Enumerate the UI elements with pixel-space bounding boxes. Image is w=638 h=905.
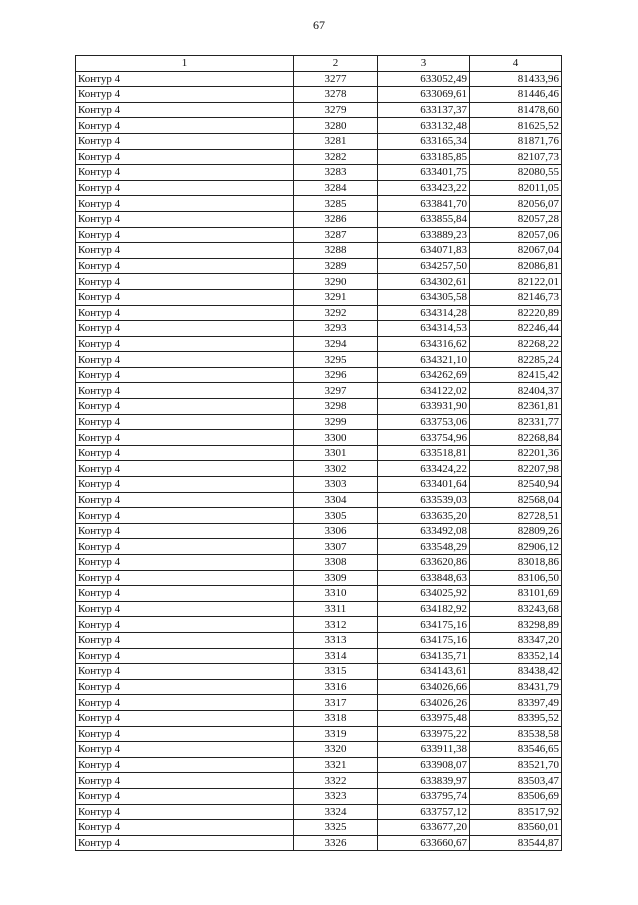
contour-name-cell: Контур 4: [76, 196, 294, 212]
y-coordinate-cell: 83503,47: [470, 773, 562, 789]
table-row: [76, 523, 562, 539]
y-coordinate-cell: 82331,77: [470, 414, 562, 430]
contour-name-cell: Контур 4: [76, 87, 294, 103]
x-coordinate-cell: 634025,92: [378, 586, 470, 602]
table-row: [76, 305, 562, 321]
point-number-cell: 3300: [294, 430, 378, 446]
y-coordinate-cell: 81625,52: [470, 118, 562, 134]
contour-name-cell: Контур 4: [76, 586, 294, 602]
table-row: [76, 149, 562, 165]
contour-name-cell: Контур 4: [76, 227, 294, 243]
x-coordinate-cell: 633848,63: [378, 570, 470, 586]
y-coordinate-cell: 83106,50: [470, 570, 562, 586]
y-coordinate-cell: 82361,81: [470, 399, 562, 415]
point-number-cell: 3296: [294, 367, 378, 383]
contour-name-cell: Контур 4: [76, 757, 294, 773]
point-number-cell: 3309: [294, 570, 378, 586]
contour-name-cell: Контур 4: [76, 258, 294, 274]
point-number-cell: 3321: [294, 757, 378, 773]
x-coordinate-cell: 634262,69: [378, 367, 470, 383]
x-coordinate-cell: 634071,83: [378, 243, 470, 259]
contour-name-cell: Контур 4: [76, 742, 294, 758]
y-coordinate-cell: 83352,14: [470, 648, 562, 664]
point-number-cell: 3286: [294, 211, 378, 227]
point-number-cell: 3315: [294, 664, 378, 680]
x-coordinate-cell: 634316,62: [378, 336, 470, 352]
x-coordinate-cell: 633889,23: [378, 227, 470, 243]
x-coordinate-cell: 633911,38: [378, 742, 470, 758]
x-coordinate-cell: 633855,84: [378, 211, 470, 227]
y-coordinate-cell: 83544,87: [470, 835, 562, 851]
contour-name-cell: Контур 4: [76, 570, 294, 586]
table-row: [76, 632, 562, 648]
point-number-cell: 3298: [294, 399, 378, 415]
x-coordinate-cell: 634026,66: [378, 679, 470, 695]
contour-name-cell: Контур 4: [76, 601, 294, 617]
contour-name-cell: Контур 4: [76, 835, 294, 851]
table-row: [76, 726, 562, 742]
x-coordinate-cell: 634135,71: [378, 648, 470, 664]
y-coordinate-cell: 82540,94: [470, 477, 562, 493]
contour-name-cell: Контур 4: [76, 430, 294, 446]
table-row: [76, 258, 562, 274]
point-number-cell: 3320: [294, 742, 378, 758]
point-number-cell: 3280: [294, 118, 378, 134]
contour-name-cell: Контур 4: [76, 414, 294, 430]
x-coordinate-cell: 634302,61: [378, 274, 470, 290]
point-number-cell: 3287: [294, 227, 378, 243]
x-coordinate-cell: 633753,06: [378, 414, 470, 430]
table-row: [76, 773, 562, 789]
y-coordinate-cell: 82056,07: [470, 196, 562, 212]
y-coordinate-cell: 81871,76: [470, 133, 562, 149]
y-coordinate-cell: 83517,92: [470, 804, 562, 820]
contour-name-cell: Контур 4: [76, 243, 294, 259]
table-row: [76, 461, 562, 477]
y-coordinate-cell: 83101,69: [470, 586, 562, 602]
point-number-cell: 3325: [294, 820, 378, 836]
contour-name-cell: Контур 4: [76, 555, 294, 571]
table-row: [76, 367, 562, 383]
table-row: [76, 788, 562, 804]
y-coordinate-cell: 83560,01: [470, 820, 562, 836]
table-row: [76, 87, 562, 103]
point-number-cell: 3307: [294, 539, 378, 555]
x-coordinate-cell: 633492,08: [378, 523, 470, 539]
y-coordinate-cell: 82268,22: [470, 336, 562, 352]
y-coordinate-cell: 82246,44: [470, 321, 562, 337]
x-coordinate-cell: 633185,85: [378, 149, 470, 165]
table-row: [76, 539, 562, 555]
x-coordinate-cell: 633620,86: [378, 555, 470, 571]
contour-name-cell: Контур 4: [76, 632, 294, 648]
point-number-cell: 3318: [294, 710, 378, 726]
point-number-cell: 3324: [294, 804, 378, 820]
table-row: [76, 133, 562, 149]
table-row: [76, 508, 562, 524]
y-coordinate-cell: 81478,60: [470, 102, 562, 118]
point-number-cell: 3295: [294, 352, 378, 368]
contour-name-cell: Контур 4: [76, 180, 294, 196]
contour-name-cell: Контур 4: [76, 710, 294, 726]
point-number-cell: 3322: [294, 773, 378, 789]
y-coordinate-cell: 82220,89: [470, 305, 562, 321]
y-coordinate-cell: 82415,42: [470, 367, 562, 383]
x-coordinate-cell: 633841,70: [378, 196, 470, 212]
point-number-cell: 3294: [294, 336, 378, 352]
table-row: [76, 742, 562, 758]
y-coordinate-cell: 82285,24: [470, 352, 562, 368]
point-number-cell: 3299: [294, 414, 378, 430]
contour-name-cell: Контур 4: [76, 695, 294, 711]
y-coordinate-cell: 83347,20: [470, 632, 562, 648]
table-row: [76, 102, 562, 118]
table-row: [76, 180, 562, 196]
table-row: [76, 211, 562, 227]
point-number-cell: 3316: [294, 679, 378, 695]
x-coordinate-cell: 634122,02: [378, 383, 470, 399]
y-coordinate-cell: 82057,28: [470, 211, 562, 227]
table-row: [76, 820, 562, 836]
table-row: [76, 414, 562, 430]
y-coordinate-cell: 82404,37: [470, 383, 562, 399]
point-number-cell: 3301: [294, 445, 378, 461]
contour-name-cell: Контур 4: [76, 648, 294, 664]
contour-name-cell: Контур 4: [76, 492, 294, 508]
point-number-cell: 3291: [294, 289, 378, 305]
y-coordinate-cell: 82146,73: [470, 289, 562, 305]
table-row: [76, 570, 562, 586]
y-coordinate-cell: 82728,51: [470, 508, 562, 524]
table-row: [76, 601, 562, 617]
x-coordinate-cell: 634175,16: [378, 632, 470, 648]
y-coordinate-cell: 83521,70: [470, 757, 562, 773]
point-number-cell: 3281: [294, 133, 378, 149]
x-coordinate-cell: 633132,48: [378, 118, 470, 134]
point-number-cell: 3311: [294, 601, 378, 617]
contour-name-cell: Контур 4: [76, 367, 294, 383]
point-number-cell: 3312: [294, 617, 378, 633]
x-coordinate-cell: 633137,37: [378, 102, 470, 118]
contour-name-cell: Контур 4: [76, 726, 294, 742]
table-row: [76, 617, 562, 633]
point-number-cell: 3323: [294, 788, 378, 804]
table-row: [76, 586, 562, 602]
y-coordinate-cell: 82080,55: [470, 165, 562, 181]
x-coordinate-cell: 633660,67: [378, 835, 470, 851]
point-number-cell: 3292: [294, 305, 378, 321]
x-coordinate-cell: 634026,26: [378, 695, 470, 711]
table-row: [76, 165, 562, 181]
table-row: [76, 399, 562, 415]
x-coordinate-cell: 633677,20: [378, 820, 470, 836]
contour-name-cell: Контур 4: [76, 445, 294, 461]
y-coordinate-cell: 83243,68: [470, 601, 562, 617]
y-coordinate-cell: 83538,58: [470, 726, 562, 742]
point-number-cell: 3279: [294, 102, 378, 118]
table-row: [76, 492, 562, 508]
column-header-2: 2: [294, 56, 378, 72]
y-coordinate-cell: 83438,42: [470, 664, 562, 680]
x-coordinate-cell: 633908,07: [378, 757, 470, 773]
y-coordinate-cell: 81446,46: [470, 87, 562, 103]
x-coordinate-cell: 633975,22: [378, 726, 470, 742]
y-coordinate-cell: 83395,52: [470, 710, 562, 726]
point-number-cell: 3297: [294, 383, 378, 399]
table-row: [76, 804, 562, 820]
point-number-cell: 3284: [294, 180, 378, 196]
contour-name-cell: Контур 4: [76, 508, 294, 524]
y-coordinate-cell: 83506,69: [470, 788, 562, 804]
page-number: 67: [313, 18, 325, 32]
contour-name-cell: Контур 4: [76, 461, 294, 477]
x-coordinate-cell: 634143,61: [378, 664, 470, 680]
y-coordinate-cell: 82067,04: [470, 243, 562, 259]
point-number-cell: 3278: [294, 87, 378, 103]
x-coordinate-cell: 633424,22: [378, 461, 470, 477]
y-coordinate-cell: 82268,84: [470, 430, 562, 446]
contour-name-cell: Контур 4: [76, 773, 294, 789]
table-row: [76, 227, 562, 243]
table-row: [76, 352, 562, 368]
y-coordinate-cell: 82107,73: [470, 149, 562, 165]
contour-name-cell: Контур 4: [76, 211, 294, 227]
table-row: [76, 648, 562, 664]
x-coordinate-cell: 633931,90: [378, 399, 470, 415]
x-coordinate-cell: 633518,81: [378, 445, 470, 461]
table-row: [76, 555, 562, 571]
point-number-cell: 3317: [294, 695, 378, 711]
y-coordinate-cell: 82207,98: [470, 461, 562, 477]
contour-name-cell: Контур 4: [76, 352, 294, 368]
y-coordinate-cell: 82809,26: [470, 523, 562, 539]
point-number-cell: 3305: [294, 508, 378, 524]
point-number-cell: 3308: [294, 555, 378, 571]
y-coordinate-cell: 83546,65: [470, 742, 562, 758]
x-coordinate-cell: 634305,58: [378, 289, 470, 305]
point-number-cell: 3289: [294, 258, 378, 274]
table-row: [76, 430, 562, 446]
contour-name-cell: Контур 4: [76, 617, 294, 633]
x-coordinate-cell: 633423,22: [378, 180, 470, 196]
point-number-cell: 3313: [294, 632, 378, 648]
x-coordinate-cell: 634314,28: [378, 305, 470, 321]
x-coordinate-cell: 634314,53: [378, 321, 470, 337]
x-coordinate-cell: 633069,61: [378, 87, 470, 103]
table-row: [76, 664, 562, 680]
column-header-4: 4: [470, 56, 562, 72]
y-coordinate-cell: 82086,81: [470, 258, 562, 274]
x-coordinate-cell: 633401,64: [378, 477, 470, 493]
x-coordinate-cell: 633635,20: [378, 508, 470, 524]
y-coordinate-cell: 83018,86: [470, 555, 562, 571]
point-number-cell: 3302: [294, 461, 378, 477]
point-number-cell: 3306: [294, 523, 378, 539]
coordinates-table: [75, 55, 562, 851]
column-header-1: 1: [76, 56, 294, 72]
contour-name-cell: Контур 4: [76, 539, 294, 555]
table-row: [76, 383, 562, 399]
y-coordinate-cell: 82011,05: [470, 180, 562, 196]
contour-name-cell: Контур 4: [76, 118, 294, 134]
y-coordinate-cell: 82568,04: [470, 492, 562, 508]
point-number-cell: 3290: [294, 274, 378, 290]
x-coordinate-cell: 634321,10: [378, 352, 470, 368]
x-coordinate-cell: 633795,74: [378, 788, 470, 804]
point-number-cell: 3319: [294, 726, 378, 742]
point-number-cell: 3277: [294, 71, 378, 87]
table-row: [76, 243, 562, 259]
table-row: [76, 445, 562, 461]
y-coordinate-cell: 83397,49: [470, 695, 562, 711]
point-number-cell: 3293: [294, 321, 378, 337]
x-coordinate-cell: 634182,92: [378, 601, 470, 617]
contour-name-cell: Контур 4: [76, 679, 294, 695]
y-coordinate-cell: 82201,36: [470, 445, 562, 461]
x-coordinate-cell: 633975,48: [378, 710, 470, 726]
x-coordinate-cell: 633052,49: [378, 71, 470, 87]
point-number-cell: 3304: [294, 492, 378, 508]
point-number-cell: 3310: [294, 586, 378, 602]
table-row: [76, 710, 562, 726]
contour-name-cell: Контур 4: [76, 383, 294, 399]
contour-name-cell: Контур 4: [76, 336, 294, 352]
contour-name-cell: Контур 4: [76, 289, 294, 305]
contour-name-cell: Контур 4: [76, 820, 294, 836]
table-row: [76, 118, 562, 134]
x-coordinate-cell: 633757,12: [378, 804, 470, 820]
contour-name-cell: Контур 4: [76, 102, 294, 118]
y-coordinate-cell: 83431,79: [470, 679, 562, 695]
contour-name-cell: Контур 4: [76, 788, 294, 804]
contour-name-cell: Контур 4: [76, 149, 294, 165]
x-coordinate-cell: 634175,16: [378, 617, 470, 633]
x-coordinate-cell: 633165,34: [378, 133, 470, 149]
x-coordinate-cell: 633401,75: [378, 165, 470, 181]
x-coordinate-cell: 633548,29: [378, 539, 470, 555]
contour-name-cell: Контур 4: [76, 664, 294, 680]
y-coordinate-cell: 82122,01: [470, 274, 562, 290]
table-row: [76, 679, 562, 695]
contour-name-cell: Контур 4: [76, 321, 294, 337]
table-row: [76, 336, 562, 352]
point-number-cell: 3303: [294, 477, 378, 493]
table-header-row: [76, 56, 562, 72]
contour-name-cell: Контур 4: [76, 71, 294, 87]
point-number-cell: 3288: [294, 243, 378, 259]
table-row: [76, 321, 562, 337]
contour-name-cell: Контур 4: [76, 165, 294, 181]
contour-name-cell: Контур 4: [76, 133, 294, 149]
table-row: [76, 289, 562, 305]
y-coordinate-cell: 81433,96: [470, 71, 562, 87]
contour-name-cell: Контур 4: [76, 305, 294, 321]
column-header-3: 3: [378, 56, 470, 72]
contour-name-cell: Контур 4: [76, 399, 294, 415]
contour-name-cell: Контур 4: [76, 274, 294, 290]
x-coordinate-cell: 633839,97: [378, 773, 470, 789]
table-row: [76, 477, 562, 493]
x-coordinate-cell: 634257,50: [378, 258, 470, 274]
table-row: [76, 835, 562, 851]
x-coordinate-cell: 633754,96: [378, 430, 470, 446]
point-number-cell: 3283: [294, 165, 378, 181]
table-row: [76, 274, 562, 290]
contour-name-cell: Контур 4: [76, 804, 294, 820]
y-coordinate-cell: 82906,12: [470, 539, 562, 555]
table-body: [76, 71, 562, 851]
y-coordinate-cell: 82057,06: [470, 227, 562, 243]
table-row: [76, 71, 562, 87]
x-coordinate-cell: 633539,03: [378, 492, 470, 508]
contour-name-cell: Контур 4: [76, 523, 294, 539]
table-row: [76, 196, 562, 212]
table-row: [76, 757, 562, 773]
contour-name-cell: Контур 4: [76, 477, 294, 493]
point-number-cell: 3285: [294, 196, 378, 212]
point-number-cell: 3326: [294, 835, 378, 851]
table-row: [76, 695, 562, 711]
point-number-cell: 3282: [294, 149, 378, 165]
y-coordinate-cell: 83298,89: [470, 617, 562, 633]
point-number-cell: 3314: [294, 648, 378, 664]
